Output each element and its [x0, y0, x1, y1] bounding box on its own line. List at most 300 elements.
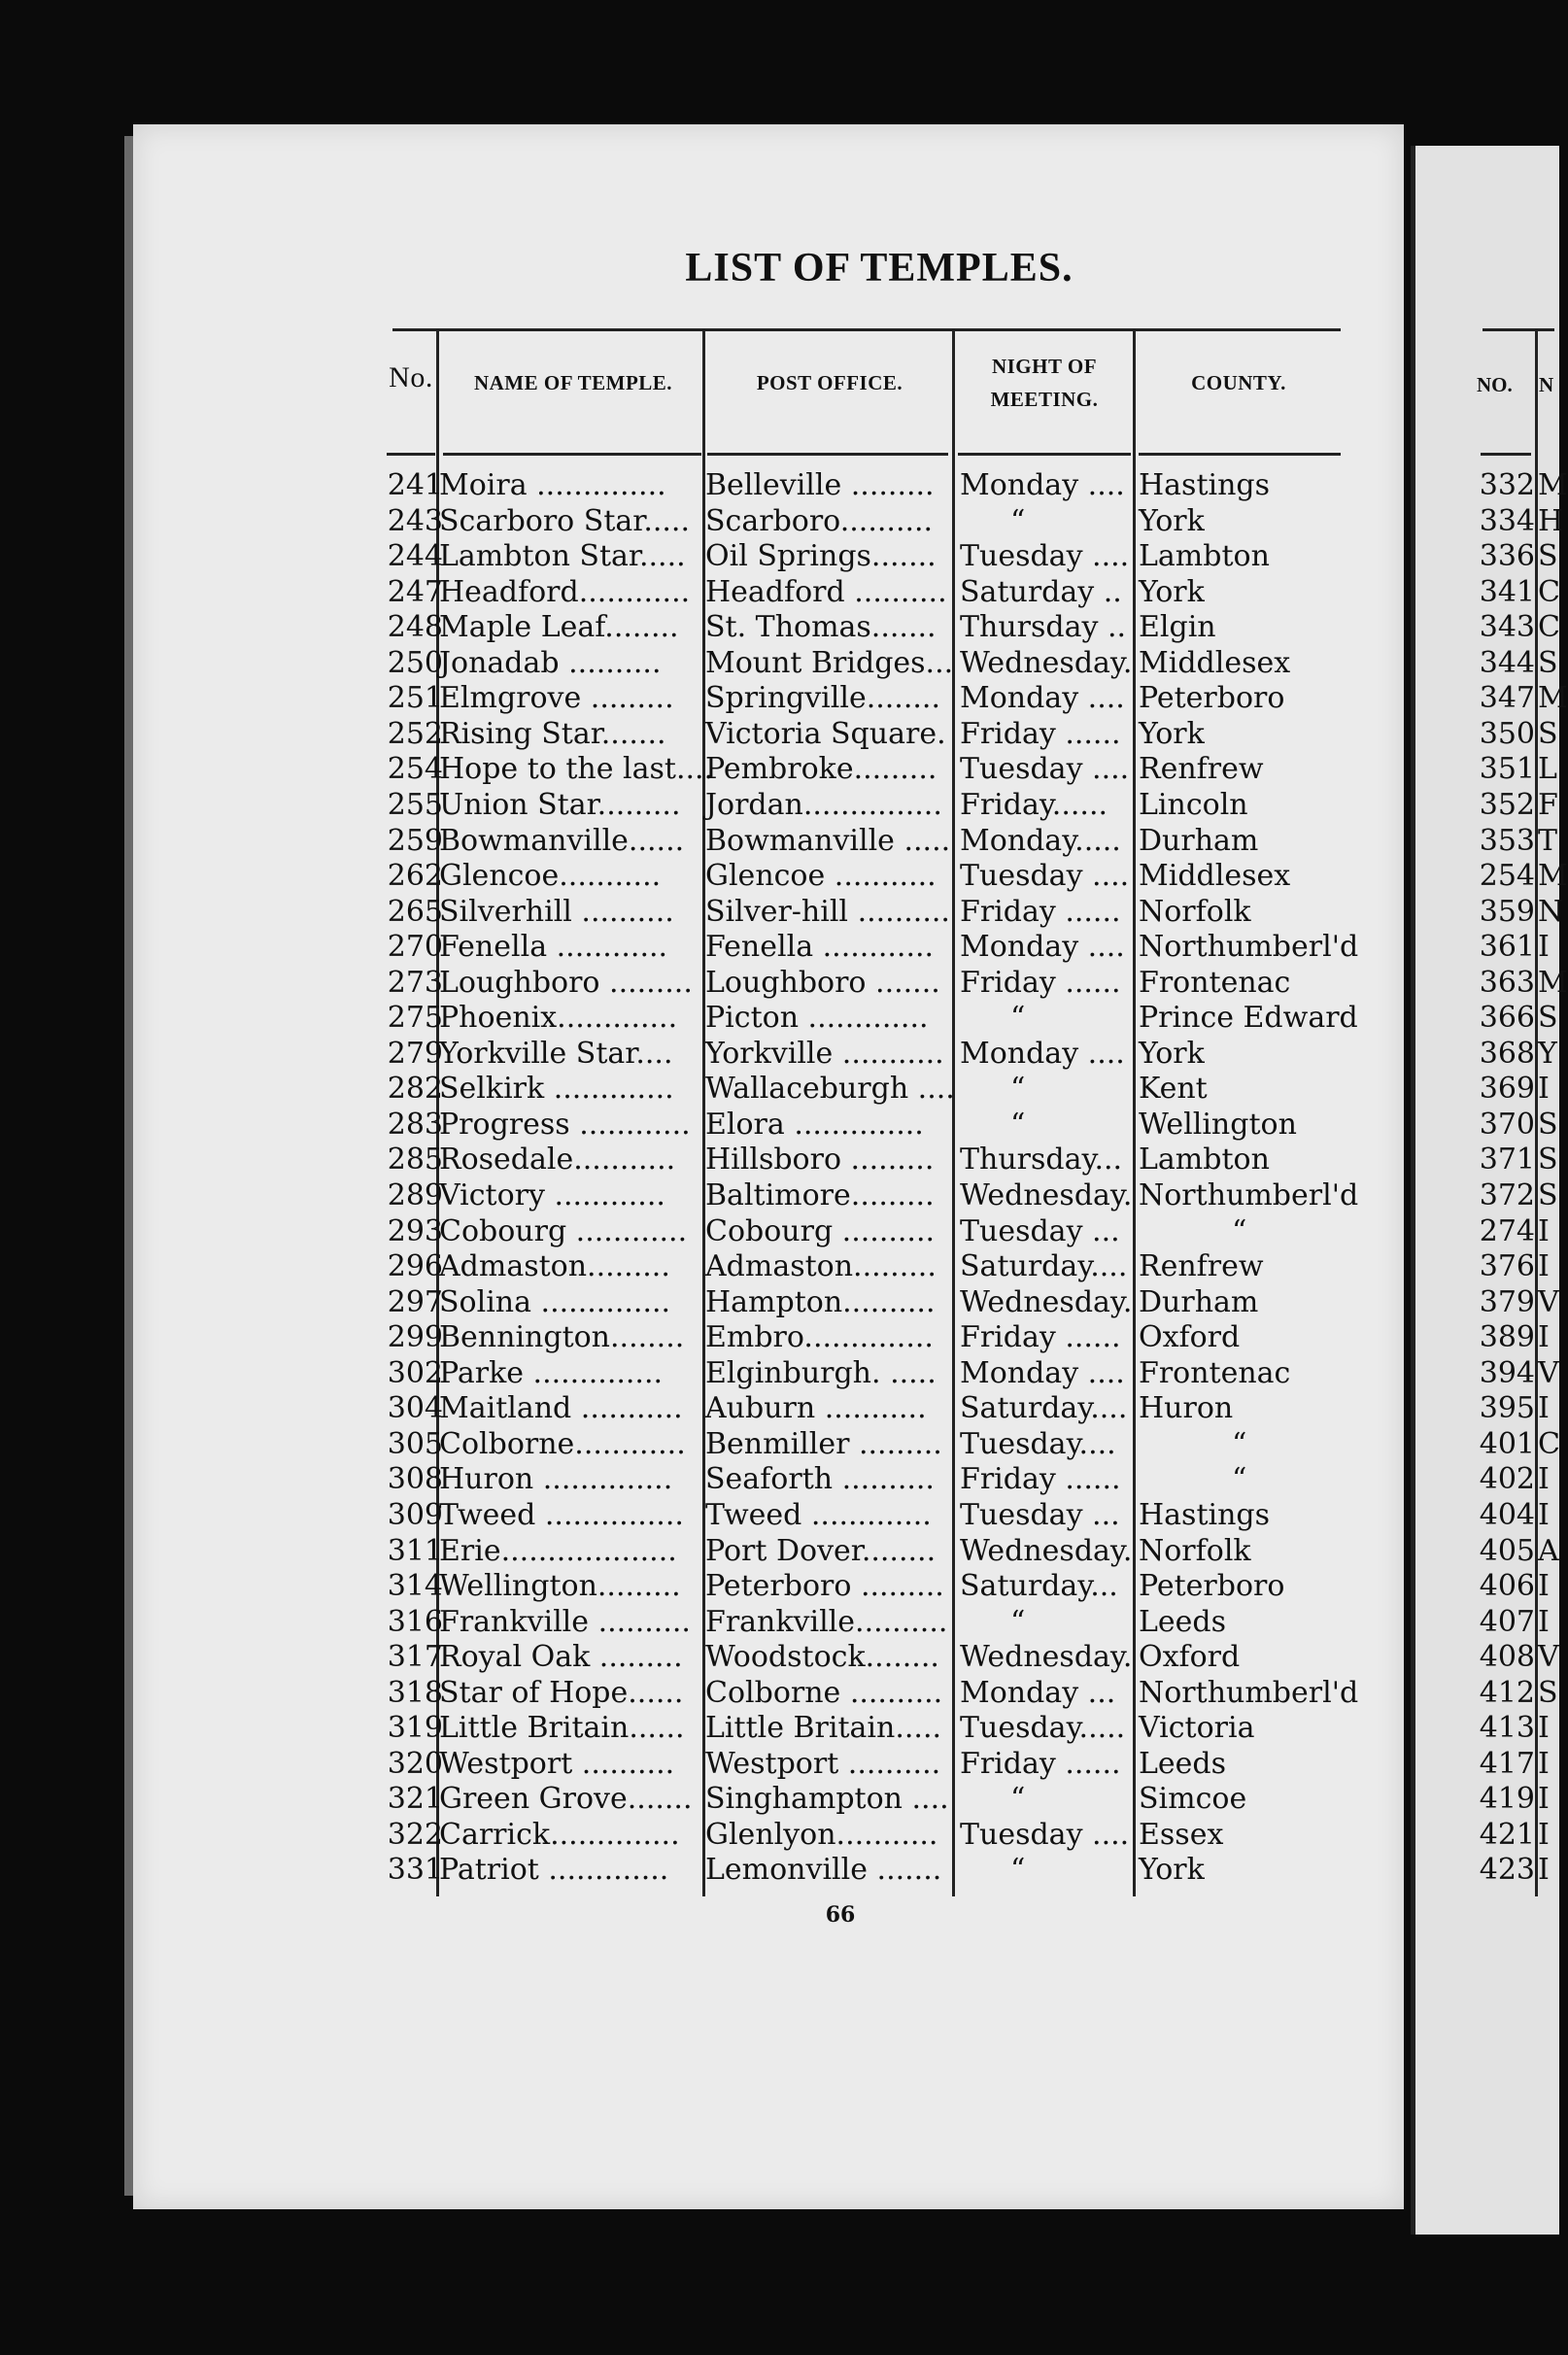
temple-number: 273: [387, 966, 443, 1000]
next-page-row: [0, 1534, 1559, 1569]
next-page-row: [0, 895, 1564, 930]
next-page-row: [0, 1108, 1558, 1143]
county: Durham: [1139, 824, 1259, 858]
next-page-row: [0, 468, 1568, 503]
meeting-night: “: [1010, 1782, 1026, 1816]
temple-number: 297: [387, 1285, 443, 1319]
temple-number: 322: [387, 1818, 443, 1852]
post-office: St. Thomas.......: [705, 610, 937, 644]
post-office: Auburn ...........: [705, 1391, 927, 1425]
next-page-name-fragment: S: [1538, 1001, 1558, 1035]
temple-number: 243: [387, 504, 443, 538]
meeting-night: Thursday ..: [960, 610, 1127, 644]
temple-name: Solina ..............: [439, 1285, 671, 1319]
next-page-temple-number: 366: [1479, 1001, 1535, 1035]
county: Renfrew: [1139, 752, 1264, 786]
next-page-name-fragment: I: [1538, 930, 1550, 964]
county: Lambton: [1139, 1143, 1270, 1177]
post-office: Bowmanville .....: [705, 824, 951, 858]
county: Leeds: [1139, 1747, 1227, 1781]
underline-name: [443, 453, 701, 456]
county: Prince Edward: [1139, 1001, 1358, 1035]
next-page-name-fragment: I: [1538, 1214, 1550, 1248]
meeting-night: “: [1010, 1001, 1026, 1035]
post-office: Benmiller .........: [705, 1427, 942, 1461]
temple-name: Carrick..............: [439, 1818, 680, 1852]
right-header-top-rule: [1483, 328, 1554, 331]
county: Norfolk: [1139, 895, 1251, 929]
meeting-night: Monday ....: [960, 681, 1125, 715]
temple-name: Elmgrove .........: [439, 681, 674, 715]
temple-number: 283: [387, 1108, 443, 1142]
meeting-night: Monday.....: [960, 824, 1121, 858]
meeting-night: Monday ....: [960, 1037, 1125, 1071]
county: Northumberl'd: [1139, 1676, 1359, 1710]
underline-county: [1139, 453, 1341, 456]
county: Victoria: [1139, 1711, 1255, 1745]
next-page-name-fragment: A: [1538, 1534, 1559, 1568]
next-page-name-fragment: I: [1538, 1391, 1550, 1425]
next-page-temple-number: 417: [1479, 1747, 1535, 1781]
next-page-temple-number: 359: [1479, 895, 1535, 929]
next-page-temple-number: 372: [1479, 1178, 1535, 1212]
next-page-temple-number: 402: [1479, 1462, 1535, 1496]
post-office: Colborne ..........: [705, 1676, 943, 1710]
next-page-temple-number: 361: [1479, 930, 1535, 964]
temple-name: Phoenix.............: [439, 1001, 678, 1035]
post-office: Elginburgh. .....: [705, 1356, 937, 1390]
next-page-temple-number: 363: [1479, 966, 1535, 1000]
post-office: Loughboro .......: [705, 966, 940, 1000]
temple-name: Green Grove.......: [439, 1782, 693, 1816]
next-page-name-fragment: I: [1538, 1249, 1550, 1283]
county: Renfrew: [1139, 1249, 1264, 1283]
temple-name: Royal Oak .........: [439, 1640, 683, 1674]
header-name: NAME OF TEMPLE.: [473, 371, 673, 394]
county: Northumberl'd: [1139, 930, 1359, 964]
temple-name: Lambton Star.....: [439, 539, 686, 573]
next-page-name-fragment: V: [1538, 1640, 1559, 1674]
post-office: Embro..............: [705, 1320, 934, 1354]
meeting-night: Monday ....: [960, 930, 1125, 964]
county: “: [1232, 1214, 1247, 1248]
temple-number: 318: [387, 1676, 443, 1710]
meeting-night: Friday ......: [960, 1462, 1121, 1496]
meeting-night: “: [1010, 1108, 1026, 1142]
next-page-temple-number: 404: [1479, 1498, 1535, 1532]
next-page-name-fragment: C: [1538, 575, 1560, 609]
temple-name: Scarboro Star.....: [439, 504, 691, 538]
temple-name: Patriot .............: [439, 1853, 669, 1887]
next-page-name-fragment: S: [1538, 1178, 1558, 1212]
next-page-temple-number: 419: [1479, 1782, 1535, 1816]
temple-name: Wellington.........: [439, 1569, 681, 1603]
next-page-name-fragment: I: [1538, 1498, 1550, 1532]
meeting-night: Tuesday....: [960, 1427, 1116, 1461]
temple-number: 248: [387, 610, 443, 644]
temple-number: 320: [387, 1747, 443, 1781]
next-page-name-fragment: M: [1538, 468, 1568, 502]
underline-po: [707, 453, 948, 456]
next-page-row: [0, 717, 1558, 752]
next-page-name-fragment: V: [1538, 1285, 1559, 1319]
next-page-temple-number: 336: [1479, 539, 1535, 573]
meeting-night: Friday ......: [960, 966, 1121, 1000]
county: Peterboro: [1139, 1569, 1285, 1603]
meeting-night: Monday ...: [960, 1676, 1116, 1710]
temple-name: Maple Leaf........: [439, 610, 679, 644]
county: Essex: [1139, 1818, 1224, 1852]
meeting-night: Friday ......: [960, 1320, 1121, 1354]
temple-number: 308: [387, 1462, 443, 1496]
temple-number: 241: [387, 468, 443, 502]
next-page-row: [0, 788, 1558, 823]
temple-name: Union Star.........: [439, 788, 681, 822]
post-office: Jordan...............: [705, 788, 942, 822]
next-page-name-fragment: T: [1538, 824, 1558, 858]
post-office: Headford ..........: [705, 575, 947, 609]
next-page-name-fragment: I: [1538, 1747, 1550, 1781]
meeting-night: Monday ....: [960, 1356, 1125, 1390]
next-page-name-fragment: I: [1538, 1569, 1550, 1603]
county: Frontenac: [1139, 966, 1291, 1000]
county: Norfolk: [1139, 1534, 1251, 1568]
county: York: [1139, 504, 1205, 538]
next-page-temple-number: 369: [1479, 1072, 1535, 1106]
header-county: COUNTY.: [1191, 371, 1286, 394]
meeting-night: Friday ......: [960, 895, 1121, 929]
post-office: Frankville..........: [705, 1605, 948, 1639]
next-page-name-fragment: I: [1538, 1782, 1550, 1816]
meeting-night: “: [1010, 1605, 1026, 1639]
temple-number: 244: [387, 539, 443, 573]
county: “: [1232, 1462, 1247, 1496]
temple-number: 305: [387, 1427, 443, 1461]
temple-name: Cobourg ............: [439, 1214, 688, 1248]
county: Hastings: [1139, 1498, 1271, 1532]
next-page-name-fragment: H: [1538, 504, 1564, 538]
county: Middlesex: [1139, 646, 1291, 680]
post-office: Westport ..........: [705, 1747, 941, 1781]
meeting-night: Tuesday ....: [960, 752, 1130, 786]
next-page-row: [0, 1391, 1554, 1426]
temple-number: 317: [387, 1640, 443, 1674]
post-office: Elora ..............: [705, 1108, 924, 1142]
post-office: Glencoe ...........: [705, 859, 937, 893]
next-page-row: [0, 1320, 1554, 1355]
temple-name: Westport ..........: [439, 1747, 675, 1781]
temple-name: Erie...................: [439, 1534, 677, 1568]
meeting-night: “: [1010, 1072, 1026, 1106]
meeting-night: Saturday....: [960, 1391, 1128, 1425]
next-page-row: [0, 1782, 1554, 1817]
post-office: Tweed .............: [705, 1498, 932, 1532]
next-page-name-fragment: S: [1538, 717, 1558, 751]
temple-name: Bennington........: [439, 1320, 685, 1354]
meeting-night: Thursday...: [960, 1143, 1123, 1177]
next-page-row: [0, 1462, 1554, 1497]
next-page-row: [0, 1285, 1559, 1320]
temple-number: 254: [387, 752, 443, 786]
post-office: Woodstock........: [705, 1640, 939, 1674]
next-page-temple-number: 401: [1479, 1427, 1535, 1461]
next-page-temple-number: 332: [1479, 468, 1535, 502]
meeting-night: Friday ......: [960, 1747, 1121, 1781]
next-page-row: [0, 1676, 1558, 1711]
post-office: Hillsboro .........: [705, 1143, 935, 1177]
next-page-name-fragment: I: [1538, 1605, 1550, 1639]
next-page-temple-number: 408: [1479, 1640, 1535, 1674]
meeting-night: Wednesday.: [960, 1640, 1133, 1674]
temple-number: 262: [387, 859, 443, 893]
temple-number: 314: [387, 1569, 443, 1603]
next-page-row: [0, 1569, 1554, 1604]
next-page-row: [0, 1711, 1554, 1746]
next-page-temple-number: 343: [1479, 610, 1535, 644]
temple-name: Maitland ...........: [439, 1391, 683, 1425]
county: Wellington: [1139, 1108, 1297, 1142]
next-page-temple-number: 368: [1479, 1037, 1535, 1071]
next-page-row: [0, 966, 1568, 1001]
county: Hastings: [1139, 468, 1271, 502]
county: Elgin: [1139, 610, 1216, 644]
post-office: Oil Springs.......: [705, 539, 937, 573]
next-page-row: [0, 1178, 1558, 1213]
county: Northumberl'd: [1139, 1178, 1359, 1212]
temple-name: Little Britain......: [439, 1711, 685, 1745]
next-page-row: [0, 539, 1558, 574]
next-page-row: [0, 1356, 1559, 1391]
post-office: Cobourg ..........: [705, 1214, 936, 1248]
meeting-night: Wednesday.: [960, 646, 1133, 680]
next-page-temple-number: 347: [1479, 681, 1535, 715]
next-page-name-fragment: I: [1538, 1320, 1550, 1354]
temple-number: 304: [387, 1391, 443, 1425]
next-page-row: [0, 752, 1557, 787]
next-page-row: [0, 1072, 1554, 1107]
county: Lincoln: [1139, 788, 1248, 822]
next-page-name-fragment: C: [1538, 1427, 1560, 1461]
temple-number: 275: [387, 1001, 443, 1035]
meeting-night: Tuesday ....: [960, 859, 1130, 893]
header-night-line2: MEETING.: [990, 388, 1099, 411]
header-post-office: POST OFFICE.: [756, 371, 903, 394]
county: York: [1139, 1853, 1205, 1887]
temple-number: 293: [387, 1214, 443, 1248]
next-page-row: [0, 681, 1568, 716]
post-office: Picton .............: [705, 1001, 929, 1035]
next-page-name-fragment: V: [1538, 1356, 1559, 1390]
meeting-night: Saturday...: [960, 1569, 1118, 1603]
post-office: Port Dover........: [705, 1534, 937, 1568]
temple-number: 321: [387, 1782, 443, 1816]
post-office: Singhampton ....: [705, 1782, 949, 1816]
next-page-temple-number: 407: [1479, 1605, 1535, 1639]
next-page-name-fragment: N: [1538, 895, 1564, 929]
meeting-night: Wednesday.: [960, 1534, 1133, 1568]
next-page-row: [0, 1001, 1558, 1036]
next-page-name-fragment: S: [1538, 539, 1558, 573]
next-page-temple-number: 350: [1479, 717, 1535, 751]
temple-name: Loughboro .........: [439, 966, 693, 1000]
temple-name: Bowmanville......: [439, 824, 685, 858]
county: Oxford: [1139, 1320, 1241, 1354]
temple-number: 259: [387, 824, 443, 858]
next-page-temple-number: 353: [1479, 824, 1535, 858]
next-page-temple-number: 379: [1479, 1285, 1535, 1319]
post-office: Victoria Square.: [705, 717, 946, 751]
temple-number: 282: [387, 1072, 443, 1106]
temple-name: Progress ............: [439, 1108, 691, 1142]
next-page-temple-number: 413: [1479, 1711, 1535, 1745]
next-page-name-fragment: I: [1538, 1711, 1550, 1745]
temple-name: Admaston.........: [439, 1249, 670, 1283]
post-office: Silver-hill ..........: [705, 895, 950, 929]
underline-night: [958, 453, 1131, 456]
next-page-row: [0, 1037, 1557, 1072]
post-office: Springville........: [705, 681, 940, 715]
temple-name: Frankville ..........: [439, 1605, 691, 1639]
header-night-line1: NIGHT OF: [991, 355, 1098, 378]
county: Lambton: [1139, 539, 1270, 573]
county: Middlesex: [1139, 859, 1291, 893]
temple-name: Silverhill ..........: [439, 895, 674, 929]
temple-number: 250: [387, 646, 443, 680]
next-page-row: [0, 859, 1568, 894]
temple-number: 302: [387, 1356, 443, 1390]
page-title: LIST OF TEMPLES.: [685, 246, 1074, 290]
next-page-row: [0, 1214, 1554, 1249]
next-page-name-fragment: M: [1538, 681, 1568, 715]
next-page-row: [0, 504, 1564, 539]
post-office: Belleville .........: [705, 468, 935, 502]
temple-name: Star of Hope......: [439, 1676, 684, 1710]
next-page-name-fragment: S: [1538, 1108, 1558, 1142]
temple-name: Colborne............: [439, 1427, 686, 1461]
next-page-row: [0, 1747, 1554, 1782]
next-page-name-fragment: M: [1538, 966, 1568, 1000]
temple-name: Huron ..............: [439, 1462, 673, 1496]
post-office: Peterboro .........: [705, 1569, 944, 1603]
next-page-name-fragment: S: [1538, 646, 1558, 680]
next-page-temple-number: 406: [1479, 1569, 1535, 1603]
county: York: [1139, 575, 1205, 609]
next-page-temple-number: 395: [1479, 1391, 1535, 1425]
next-page-name-fragment: S: [1538, 1143, 1558, 1177]
next-page-temple-number: 334: [1479, 504, 1535, 538]
next-page-name-fragment: M: [1538, 859, 1568, 893]
right-header-cut: N: [1539, 373, 1554, 396]
post-office: Scarboro..........: [705, 504, 934, 538]
meeting-night: “: [1010, 504, 1026, 538]
temple-number: 279: [387, 1037, 443, 1071]
next-page-temple-number: 421: [1479, 1818, 1535, 1852]
temple-number: 309: [387, 1498, 443, 1532]
next-page-row: [0, 1818, 1554, 1853]
temple-name: Hope to the last....: [439, 752, 714, 786]
next-page-temple-number: 412: [1479, 1676, 1535, 1710]
county: York: [1139, 1037, 1205, 1071]
county: Simcoe: [1139, 1782, 1247, 1816]
next-page-temple-number: 389: [1479, 1320, 1535, 1354]
temple-number: 296: [387, 1249, 443, 1283]
meeting-night: Tuesday ...: [960, 1214, 1120, 1248]
post-office: Hampton..........: [705, 1285, 936, 1319]
temple-number: 299: [387, 1320, 443, 1354]
next-page-row: [0, 1498, 1554, 1533]
county: Oxford: [1139, 1640, 1241, 1674]
next-page-row: [0, 1249, 1554, 1284]
meeting-night: Tuesday ....: [960, 1818, 1130, 1852]
header-top-rule: [392, 328, 1341, 331]
temple-number: 316: [387, 1605, 443, 1639]
meeting-night: Friday......: [960, 788, 1108, 822]
next-page-row: [0, 1427, 1560, 1462]
meeting-night: Monday ....: [960, 468, 1125, 502]
meeting-night: Friday ......: [960, 717, 1121, 751]
meeting-night: Wednesday.: [960, 1285, 1133, 1319]
underline-no: [387, 453, 435, 456]
post-office: Baltimore.........: [705, 1178, 935, 1212]
next-page-temple-number: 394: [1479, 1356, 1535, 1390]
post-office: Little Britain.....: [705, 1711, 942, 1745]
next-page-row: [0, 1853, 1554, 1888]
temple-number: 331: [387, 1853, 443, 1887]
temple-name: Headford............: [439, 575, 691, 609]
meeting-night: Tuesday ...: [960, 1498, 1120, 1532]
next-page-name-fragment: L: [1538, 752, 1557, 786]
temple-name: Fenella ............: [439, 930, 668, 964]
next-page-row: [0, 824, 1558, 859]
next-page-row: [0, 646, 1558, 681]
next-page-row: [0, 1143, 1558, 1178]
temple-number: 285: [387, 1143, 443, 1177]
next-page-temple-number: 370: [1479, 1108, 1535, 1142]
meeting-night: Wednesday.: [960, 1178, 1133, 1212]
county: “: [1232, 1427, 1247, 1461]
temple-number: 251: [387, 681, 443, 715]
next-page-name-fragment: I: [1538, 1818, 1550, 1852]
next-page-temple-number: 274: [1479, 1214, 1535, 1248]
county: York: [1139, 717, 1205, 751]
post-office: Glenlyon...........: [705, 1818, 938, 1852]
next-page-row: [0, 930, 1554, 965]
temple-name: Selkirk .............: [439, 1072, 674, 1106]
next-page-name-fragment: I: [1538, 1462, 1550, 1496]
temple-name: Parke ..............: [439, 1356, 664, 1390]
underline-right-no: [1481, 453, 1531, 456]
post-office: Lemonville .......: [705, 1853, 942, 1887]
temple-number: 270: [387, 930, 443, 964]
temple-number: 247: [387, 575, 443, 609]
county: Leeds: [1139, 1605, 1227, 1639]
post-office: Admaston.........: [705, 1249, 937, 1283]
next-page-temple-number: 352: [1479, 788, 1535, 822]
next-page-temple-number: 344: [1479, 646, 1535, 680]
meeting-night: Tuesday ....: [960, 539, 1130, 573]
next-page-name-fragment: Y: [1538, 1037, 1557, 1071]
county: Durham: [1139, 1285, 1259, 1319]
county: Peterboro: [1139, 681, 1285, 715]
next-page-temple-number: 405: [1479, 1534, 1535, 1568]
temple-name: Jonadab ..........: [439, 646, 662, 680]
next-page-row: [0, 1640, 1559, 1675]
next-page-temple-number: 371: [1479, 1143, 1535, 1177]
temple-number: 252: [387, 717, 443, 751]
temple-number: 289: [387, 1178, 443, 1212]
temple-name: Victory ............: [439, 1178, 665, 1212]
next-page-row: [0, 610, 1560, 645]
